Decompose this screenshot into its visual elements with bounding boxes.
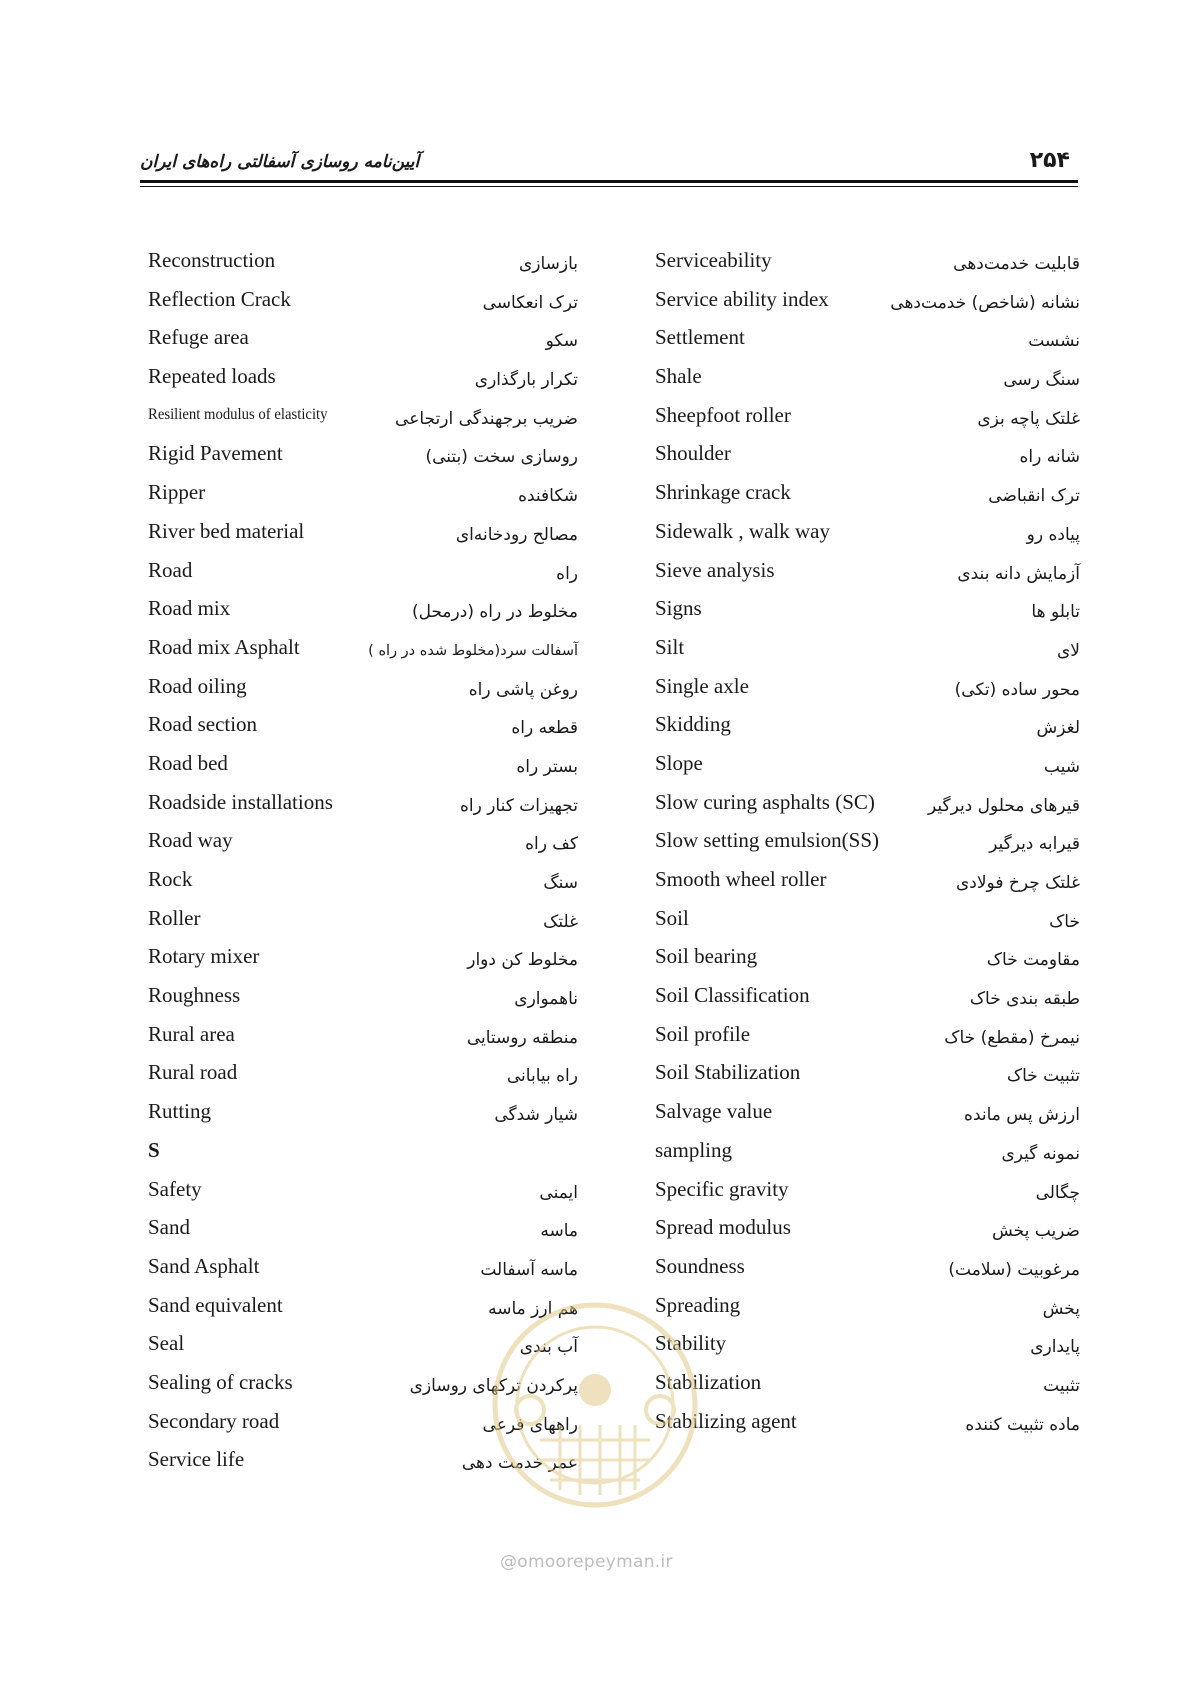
persian-term: سنگ [543,873,578,893]
glossary-entry [655,790,1080,829]
persian-term: راه بیابانی [506,1066,578,1087]
glossary-entry [655,983,1080,1022]
persian-term: ترک انقباضی [988,486,1080,507]
persian-term: مخلوط کن دوار [467,950,578,971]
persian-term: هم ارز ماسه [488,1298,578,1319]
persian-term: تثبیت خاک [1006,1066,1080,1087]
glossary-entry [655,1215,1080,1254]
glossary-entry [655,906,1080,945]
glossary-entry [655,441,1080,480]
glossary-entry [655,1099,1080,1138]
persian-term: شکافنده [518,486,578,507]
persian-term: لای [1056,640,1080,661]
persian-term: پیاده رو [1026,524,1080,545]
persian-term: چگالی [1035,1182,1080,1203]
english-term: Single axle [655,673,749,698]
english-term: Soundness [655,1253,745,1278]
glossary-entry [148,674,578,713]
english-term: Salvage value [655,1099,773,1124]
page-number: ۲۵۴ [1029,148,1070,173]
persian-term: قیرهای محلول دیرگیر [927,795,1080,816]
glossary-entry [148,1177,578,1216]
english-term: Secondary road [148,1408,280,1433]
english-term: Road section [148,712,258,737]
english-term: Stability [655,1331,727,1356]
persian-term: طبقه بندی خاک [969,989,1080,1010]
glossary-entry [148,1215,578,1254]
english-term: Sieve analysis [655,557,775,582]
persian-term: آزمایش دانه بندی [957,563,1080,584]
glossary-entry [655,364,1080,403]
glossary-entry [655,558,1080,597]
persian-term: نشست [1028,331,1080,352]
english-term: River bed material [148,518,305,543]
english-term: Sidewalk , walk way [655,518,830,543]
glossary-entry [148,790,578,829]
persian-term: تجهیزات کنار راه [459,795,578,816]
persian-term: نشانه (شاخص) خدمت‌دهی [890,292,1080,313]
english-term: Road mix [148,596,231,621]
persian-term: ناهمواری [514,989,578,1010]
english-term: Rigid Pavement [148,441,283,466]
persian-term: نیمرخ (مقطع) خاک [944,1027,1080,1048]
english-term: Soil Stabilization [655,1060,801,1085]
glossary-entry [148,325,578,364]
english-term: Roller [148,905,201,930]
glossary-column-right [655,248,1080,1447]
persian-term: ماسه آسفالت [480,1259,578,1280]
persian-term: غلتک پاچه بزی [977,408,1080,429]
glossary-entry [148,558,578,597]
english-term: Soil [655,905,689,930]
english-term: Rural area [148,1021,235,1046]
english-term: Roughness [148,983,241,1008]
persian-term: نمونه گیری [1001,1143,1080,1164]
english-term: Seal [148,1331,185,1356]
english-term: Sand [148,1215,190,1240]
english-term: Road bed [148,750,228,775]
english-term: Refuge area [148,325,249,350]
persian-term: ضریب پخش [991,1221,1080,1242]
persian-term: تابلو ها [1031,602,1080,623]
glossary-entry [655,944,1080,983]
glossary-entry [148,712,578,751]
glossary-entry [148,364,578,403]
english-term: Settlement [655,325,745,350]
persian-term: منطقه روستایی [466,1027,578,1048]
glossary-entry [655,1254,1080,1293]
glossary-entry [655,248,1080,287]
english-term: Road way [148,828,233,853]
glossary-entry [655,1060,1080,1099]
english-term: Shoulder [655,441,731,466]
english-term: Roadside installations [148,789,333,814]
glossary-entry [655,635,1080,674]
glossary-entry [148,596,578,635]
persian-term: روغن پاشی راه [468,679,578,700]
persian-term: عمر خدمت دهی [461,1453,578,1474]
english-term: Stabilization [655,1369,762,1394]
persian-term: غلتک چرخ فولادی [955,873,1080,893]
glossary-entry [148,1138,578,1177]
glossary-entry [148,906,578,945]
persian-term: غلتک [543,911,578,932]
english-term: Slow setting emulsion(SS) [655,828,880,853]
english-term: Soil Classification [655,983,810,1008]
glossary-entry [655,867,1080,906]
persian-term: مقاومت خاک [986,950,1080,971]
persian-term: خاک [1049,911,1080,932]
english-term: Road mix Asphalt [148,634,300,659]
english-term: Reflection Crack [148,286,291,311]
english-term: Slow curing asphalts (SC) [655,789,875,814]
english-term: Rock [148,867,193,891]
glossary-entry [655,1138,1080,1177]
english-term: Road [148,557,193,582]
english-term: Specific gravity [655,1176,789,1201]
glossary-entry [148,519,578,558]
glossary-entry [148,403,578,442]
english-term: Sheepfoot roller [655,402,791,427]
persian-term: پایداری [1030,1337,1080,1358]
persian-term: مخلوط در راه (درمحل) [411,602,578,623]
glossary-entry [148,287,578,326]
persian-term: آب بندی [519,1337,578,1358]
glossary-entry [148,1099,578,1138]
english-term: Repeated loads [148,364,276,389]
english-term: Smooth wheel roller [655,867,827,891]
persian-term: شیب [1043,756,1080,777]
glossary-entry [655,712,1080,751]
watermark-seal [470,1290,720,1540]
english-term: Spreading [655,1292,741,1317]
book-title: آیین‌نامه روسازی آسفالتی راه‌های ایران [140,152,420,172]
persian-term: مرغوبیت (سلامت) [948,1259,1080,1280]
english-term: Safety [148,1176,202,1201]
english-term: Serviceability [655,248,772,272]
glossary-entry [655,403,1080,442]
glossary-entry [148,1254,578,1293]
glossary-entry [148,248,578,287]
persian-term: ماسه [540,1221,578,1242]
english-term: Soil bearing [655,944,758,969]
header-rule-thick [140,180,1078,183]
glossary-entry [655,674,1080,713]
english-term: Spread modulus [655,1215,791,1240]
glossary-entry [655,1022,1080,1061]
english-term: Road oiling [148,673,247,698]
glossary-entry [148,867,578,906]
glossary-entry [655,480,1080,519]
english-term: Rutting [148,1099,212,1124]
english-term: Sand Asphalt [148,1253,260,1278]
english-term: Resilient modulus of elasticity [148,405,328,423]
persian-term: بازسازی [518,254,578,274]
english-term: Soil profile [655,1021,751,1046]
persian-term: تکرار بارگذاری [474,370,578,391]
persian-term: پرکردن ترکهای روسازی [409,1375,578,1396]
persian-term: شانه راه [1019,447,1080,468]
english-term: Service ability index [655,286,829,311]
glossary-entry [655,519,1080,558]
persian-term: تثبیت [1043,1375,1080,1396]
english-term: Ripper [148,480,206,505]
persian-term: لغزش [1036,718,1080,739]
glossary-entry [148,944,578,983]
persian-term: آسفالت سرد(مخلوط شده در راه ) [368,642,578,659]
glossary-entry [655,828,1080,867]
english-term: Rotary mixer [148,944,260,969]
persian-term: پخش [1042,1298,1080,1319]
english-term: Reconstruction [148,248,276,272]
glossary-entry [148,480,578,519]
glossary-entry [148,635,578,674]
glossary-entry [655,596,1080,635]
glossary-entry [655,1177,1080,1216]
persian-term: سنگ رسی [1003,370,1080,391]
english-term: Sealing of cracks [148,1369,293,1394]
english-term: sampling [655,1137,732,1162]
persian-term: قابلیت خدمت‌دهی [953,254,1080,274]
glossary-entry [148,1060,578,1099]
english-term: Slope [655,750,703,775]
section-letter: S [148,1137,160,1162]
persian-term: بستر راه [516,756,578,777]
persian-term: ایمنی [539,1182,578,1203]
header-rule-thin [140,186,1078,187]
persian-term: راه [556,563,578,584]
persian-term: ترک انعکاسی [482,292,578,313]
glossary-entry [655,751,1080,790]
persian-term: روسازی سخت (بتنی) [425,447,578,468]
glossary-entry [148,751,578,790]
english-term: Sand equivalent [148,1292,283,1317]
persian-term: شیار شدگی [494,1105,578,1126]
persian-term: ماده تثبیت کننده [965,1414,1080,1435]
glossary-entry [655,325,1080,364]
english-term: Shale [655,364,702,389]
persian-term: ضریب برجهندگی ارتجاعی [395,408,578,429]
glossary-entry [148,1022,578,1061]
english-term: Service life [148,1447,245,1472]
persian-term: ارزش پس مانده [964,1105,1080,1126]
persian-term: مصالح رودخانه‌ای [455,524,578,545]
english-term: Skidding [655,712,731,737]
persian-term: قیرابه دیرگیر [989,834,1080,855]
persian-term: راههای فرعی [482,1414,578,1435]
watermark-url: @omoorepeyman.ir [500,1552,673,1572]
page-header [140,148,1070,184]
english-term: Stabilizing agent [655,1408,797,1433]
glossary-entry [148,828,578,867]
persian-term: قطعه راه [511,718,578,739]
english-term: Shrinkage crack [655,480,791,505]
english-term: Silt [655,634,685,659]
glossary-entry [148,983,578,1022]
persian-term: کف راه [525,834,578,855]
english-term: Rural road [148,1060,238,1085]
persian-term: محور ساده (تکی) [954,679,1080,700]
english-term: Signs [655,596,702,621]
glossary-entry [148,441,578,480]
persian-term: سکو [545,331,578,352]
glossary-entry [655,287,1080,326]
